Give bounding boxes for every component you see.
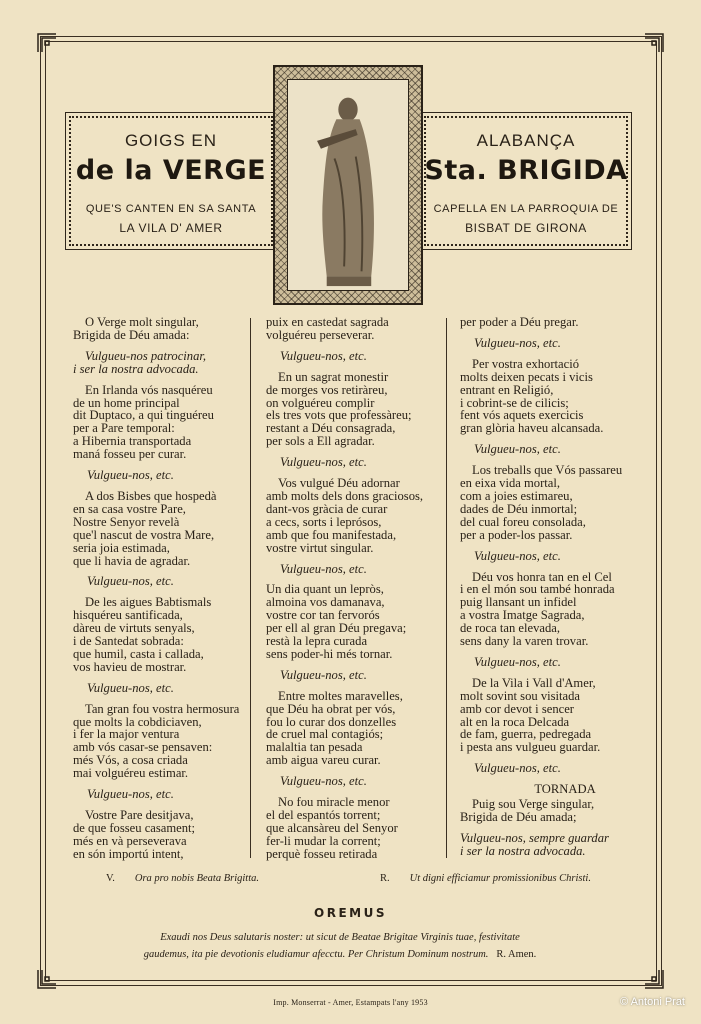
title-banner-left <box>65 112 277 250</box>
refrain: Vulgueu-nos, etc. <box>87 787 174 802</box>
verse-line: que'l nascut de vostra Mare, <box>73 527 215 542</box>
corner-ornament-icon <box>643 968 665 990</box>
verse-line: que Déu ha obrat per vós, <box>266 701 396 716</box>
verse-line: de fam, guerra, pedregada <box>460 727 592 742</box>
verse-line: de un home principal <box>73 395 180 410</box>
corner-ornament-icon <box>36 968 58 990</box>
stanza <box>460 464 640 541</box>
refrain: Vulgueu-nos, etc. <box>474 442 561 457</box>
refrain: Vulgueu-nos, etc. <box>474 548 561 563</box>
verse-line: per ell al gran Déu pregava; <box>266 621 407 636</box>
statue-of-saint-image <box>287 79 409 291</box>
verse-line: a Hibernia transportada <box>73 434 192 449</box>
verse-line: entrant en Religió, <box>460 382 554 397</box>
verse-line: Brigida de Déu amada; <box>460 810 577 824</box>
response-text: Ut digni efficiamur promissionibus Christi. <box>409 873 591 884</box>
stanza <box>266 477 446 554</box>
verse-line: De la Vila i Vall d'Amer, <box>472 675 596 690</box>
verse-line: de morges vos retiràreu, <box>266 382 388 397</box>
verse-line: sens dany la varen trovar. <box>460 634 589 649</box>
refrain: Vulgueu-nos, etc. <box>87 468 174 483</box>
verse-line: En un sagrat monestir <box>278 369 389 384</box>
printer-imprint: Imp. Monserrat - Amer, Estampats l'any 1953 <box>273 998 428 1007</box>
prayer-line-2 <box>115 946 565 963</box>
verse-line: fer-li mudar la corrent; <box>266 833 381 848</box>
verse-line: de que fosseu casament; <box>73 820 196 835</box>
title-main-left: de la VERGE <box>75 155 267 186</box>
verse-line: i pesta ans vulgueu guardar. <box>460 740 601 755</box>
tornada-heading: TORNADA <box>534 782 596 797</box>
stanza <box>460 316 640 329</box>
verse-line: dit Duptaco, a qui tinguéreu <box>73 408 214 423</box>
photo-credit: © Antoni Prat <box>620 996 685 1008</box>
verse-column-1 <box>73 316 245 869</box>
verse-line: sens poder-hi més tornar. <box>266 646 393 661</box>
refrain: Vulgueu-nos, etc. <box>280 455 367 470</box>
stanza <box>73 596 245 673</box>
stanza <box>460 358 640 435</box>
verse-line: molts deixen pecats i vicis <box>460 369 593 384</box>
verse-line: en eixa vida mortal, <box>460 476 561 491</box>
verse-line: els tres vots que professàreu; <box>266 408 412 423</box>
verse-line: Vulgueu-nos, sempre guardar <box>460 830 609 845</box>
verse-line: dant-vos gràcia de curar <box>266 501 388 516</box>
prayer-text <box>115 929 565 963</box>
final-refrain <box>460 832 640 858</box>
verse-line: Nostre Senyor revelà <box>73 514 180 529</box>
subtitle-line-1: QUE'S CANTEN EN SA SANTA <box>85 203 257 215</box>
stanza <box>266 796 446 861</box>
verse-line: fou lo curar dos donzelles <box>266 714 397 729</box>
response <box>380 873 591 884</box>
verse-line: Vos vulgué Déu adornar <box>278 476 400 491</box>
verse-line: gran glòria haveu alcansada. <box>460 421 604 436</box>
verse-line: Brigida de Déu amada: <box>73 327 190 342</box>
verse-line: almoina vos damanava, <box>266 595 385 610</box>
verse-line: i ser la nostra advocada. <box>460 843 586 858</box>
verse-line: el del espantós torrent; <box>266 808 381 822</box>
title-line-1: GOIGS EN <box>124 131 218 150</box>
saint-image-frame <box>273 65 423 305</box>
verse-line: de cruel mal contagiós; <box>266 727 384 742</box>
verse-line: restant a Déu consagrada, <box>266 421 396 436</box>
verse-line: malaltia tan pesada <box>266 740 363 755</box>
verse-line: molt sovint sou visitada <box>460 688 580 703</box>
stanza <box>266 690 446 767</box>
verse-line: a cecs, sorts i leprósos, <box>266 514 382 529</box>
prayer-line: Exaudi nos Deus salutaris noster: ut sicut de Beatae Brigitae Virginis tuae, festivitate <box>160 932 520 943</box>
verse-line: No fou miracle menor <box>278 795 390 810</box>
verse-line: més en và perseverava <box>73 833 187 848</box>
versicle <box>106 873 259 884</box>
stanza <box>460 677 640 754</box>
verse-line: Tan gran fou vostra hermosura <box>85 701 240 716</box>
verse-line: per a poder-los passar. <box>460 527 573 542</box>
verse-line: de roca tan elevada, <box>460 621 560 636</box>
verse-line: volguéreu perseverar. <box>266 327 375 342</box>
verse-line: Un dia quant un lepròs, <box>266 582 384 597</box>
refrain: Vulgueu-nos, etc. <box>474 335 561 350</box>
verse-line: Puig sou Verge singular, <box>472 797 595 812</box>
verse-line: per sols a Ell agradar. <box>266 434 375 449</box>
verse-line: dades de Déu inmortal; <box>460 501 578 516</box>
verse-line: a vostra Imatge Sagrada, <box>460 608 585 623</box>
verse-line: Entre moltes maravelles, <box>278 688 403 703</box>
versicle-mark: V. <box>106 873 115 884</box>
stanza <box>73 490 245 567</box>
verse-line: dàreu de virtuts senyals, <box>73 621 195 636</box>
stanza <box>266 583 446 660</box>
title-main-right: Sta. BRIGIDA <box>424 155 628 186</box>
verse-line: com a joies estimareu, <box>460 488 573 503</box>
verse-line: amb aigua vareu curar. <box>266 753 381 768</box>
response-mark: R. <box>380 873 390 884</box>
refrain: Vulgueu-nos, etc. <box>474 761 561 776</box>
tornada-stanza <box>460 798 640 824</box>
verse-line: fent vós aquets exercicis <box>460 408 584 423</box>
subtitle-line-1: CAPELLA EN LA PARROQUIA DE <box>433 203 619 215</box>
stanza <box>460 571 640 648</box>
verse-line: En Irlanda vós nasquéreu <box>85 382 213 397</box>
verse-line: seria joia estimada, <box>73 540 170 555</box>
verse-line: alt en la roca Delcada <box>460 714 570 729</box>
verse-line: que molts la cobdiciaven, <box>73 714 202 729</box>
subtitle-line-2: LA VILA D' AMER <box>119 221 223 235</box>
refrain: Vulgueu-nos, etc. <box>280 667 367 682</box>
verse-line: del cual foreu consolada, <box>460 514 586 529</box>
oremus-heading: OREMUS <box>314 906 387 920</box>
verse-line: Vulgueu-nos patrocinar, <box>85 348 207 363</box>
column-divider <box>446 318 447 858</box>
verse-line: Per vostra exhortació <box>472 356 580 371</box>
verse-line: maná fosseu per curar. <box>73 447 187 462</box>
versicle-text: Ora pro nobis Beata Brigitta. <box>134 873 260 884</box>
verse-line: i de Santedat sobrada: <box>73 634 184 649</box>
verse-line: en són importú intent, <box>73 846 184 861</box>
verse-line: que li havia de agradar. <box>73 553 191 568</box>
verse-line: Vostre Pare desitjava, <box>85 808 194 822</box>
verse-line: hisquéreu santificada, <box>73 608 183 623</box>
verse-line: més Vós, a cosa criada <box>73 753 188 768</box>
title-line-1: ALABANÇA <box>476 131 576 150</box>
verse-line: De les aigues Babtismals <box>85 595 212 610</box>
verse-line: Los treballs que Vós passareu <box>472 463 623 478</box>
verse-line: A dos Bisbes que hospedà <box>85 488 217 503</box>
verse-line: en sa casa vostre Pare, <box>73 501 186 516</box>
refrain: Vulgueu-nos, etc. <box>280 348 367 363</box>
refrain: Vulgueu-nos, etc. <box>280 561 367 576</box>
verse-line: amb vós casar-se pensaven: <box>73 740 213 755</box>
verse-line: i ser la nostra advocada. <box>73 361 199 376</box>
corner-ornament-icon <box>36 32 58 54</box>
verse-line: i en el món sou també honrada <box>460 582 615 597</box>
verse-line: per poder a Déu pregar. <box>460 315 579 329</box>
stanza <box>266 371 446 448</box>
stanza <box>73 809 245 861</box>
verse-line: on volguéreu complir <box>266 395 375 410</box>
verse-line: mai volguéreu estimar. <box>73 766 189 781</box>
verse-column-2 <box>266 316 446 869</box>
column-divider <box>250 318 251 858</box>
corner-ornament-icon <box>643 32 665 54</box>
refrain: Vulgueu-nos, etc. <box>87 680 174 695</box>
verse-line: amb molts dels dons graciosos, <box>266 488 424 503</box>
refrain: Vulgueu-nos, etc. <box>87 574 174 589</box>
verse-line: puix en castedat sagrada <box>266 315 389 329</box>
verse-line: perquè fosseu retirada <box>266 846 378 861</box>
verse-column-3 <box>460 316 640 866</box>
prayer-response: R. Amen. <box>496 949 537 960</box>
verse-line: Déu vos honra tan en el Cel <box>472 569 612 584</box>
refrain-stanza <box>73 350 245 376</box>
verse-line: que alcansàreu del Senyor <box>266 820 398 835</box>
subtitle-line-2: BISBAT DE GIRONA <box>465 221 587 235</box>
stanza <box>73 384 245 461</box>
prayer-line: gaudemus, ita pie devotionis eludiamur afecctu. Per Christum Dominum nostrum. <box>143 949 489 960</box>
verse-line: per a Pare temporal: <box>73 421 175 436</box>
verse-line: amb cor devot i sencer <box>460 701 574 716</box>
stanza <box>266 316 446 342</box>
verse-line: i cobrint-se de cilicis; <box>460 395 569 410</box>
title-banner-right <box>420 112 632 250</box>
verse-line: vostre cor tan fervorós <box>266 608 380 623</box>
stanza <box>73 316 245 342</box>
verse-line: vos havieu de mostrar. <box>73 659 187 674</box>
verse-line: vostre virtut singular. <box>266 540 374 555</box>
verse-line: puig llansant un infidel <box>460 595 577 610</box>
stanza <box>73 703 245 780</box>
verse-line: restà la lepra curada <box>266 634 368 649</box>
verse-line: amb que fou manifestada, <box>266 527 397 542</box>
verse-line: O Verge molt singular, <box>85 315 199 329</box>
verse-line: que humil, casta i callada, <box>73 646 204 661</box>
verse-line: i fer la major ventura <box>73 727 180 742</box>
refrain: Vulgueu-nos, etc. <box>280 774 367 789</box>
refrain: Vulgueu-nos, etc. <box>474 654 561 669</box>
